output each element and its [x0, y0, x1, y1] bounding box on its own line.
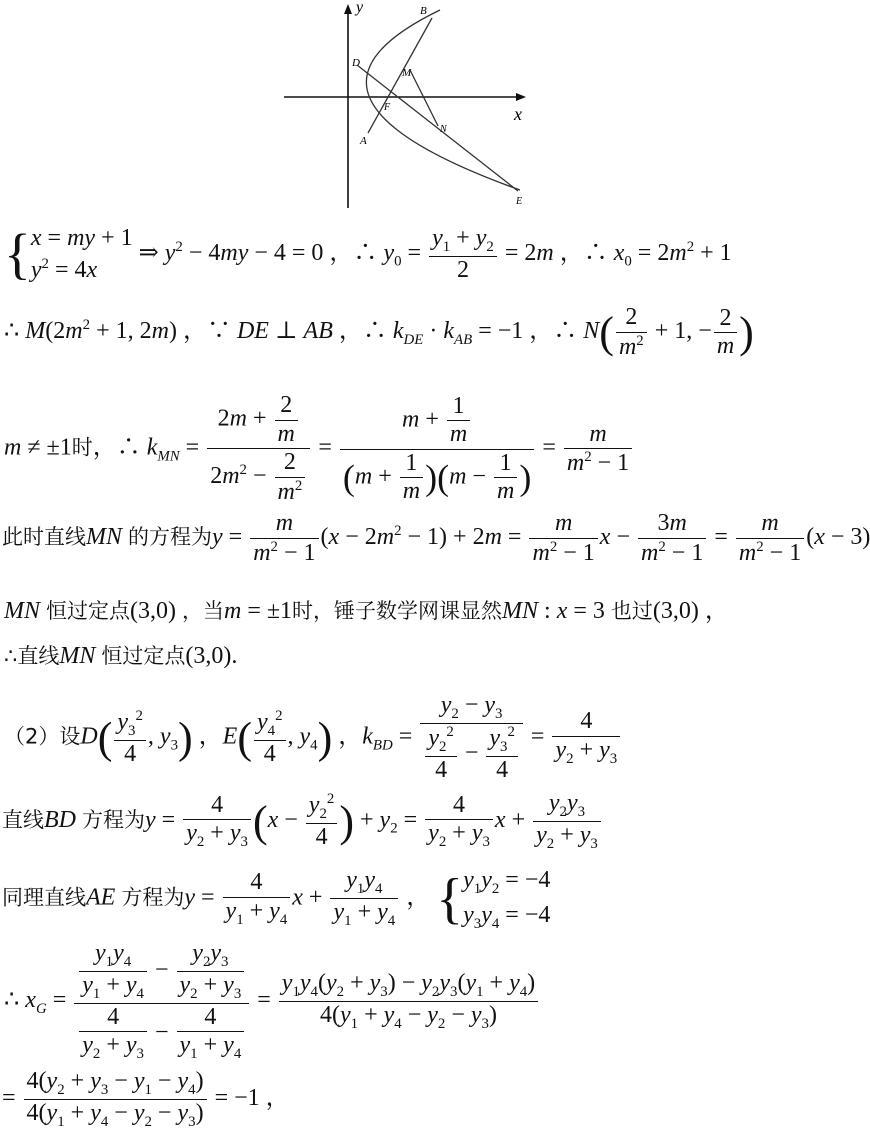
figure-label-x: x [514, 104, 522, 124]
solution-line: MN 恒过定点(3,0) ，当m = ±1时，锤子数学网课显然MN : x = 3 也过(3,0) ， [4, 598, 729, 624]
figure-label-B: B [420, 5, 427, 17]
text-l8b: 方程为 [82, 807, 145, 832]
solution-line: 直线BD 方程为y = $\frac{4}{y_2 + y_3}$ (x − $\frac{y_2^2}{4}$ ) + $y_2$ = $\frac{4}{y_2 + y_3}$ x + $\frac{y_2y_3}{y_2 + y_3}$ [2, 790, 603, 853]
text-l7a: （2）设 [4, 724, 81, 749]
solution-line: ∴ $x_G$ = $\frac{y_1y_4}{y_1 + y_4}$ − $\frac{y_2y_3}{y_2 + y_3}$ $\frac{4}{y_2 + y_3}$ − $\frac{4}{y_1 + y_4}$ = $\frac{y_1y_4(y_2 + y_3) - y_2y_3(y_1 + y_4)}{4(y_1 + y_4 - y_2 - y_3)}$ [4, 940, 540, 1063]
solution-line: （2）设D( $\frac{y_3^2}{4}$ , $y_3$) ，E( $\frac{y_4^2}{4}$ , $y_4$) ，$k_{BD}$ = $y_2 - y_3$ $\frac{y_2^2}{4}$ − $\frac{y_3^2}{4}$ = $\frac{4}{y_2 + y_3}$ [4, 692, 622, 784]
figure-label-D: D [352, 57, 360, 69]
text-l6b: 恒过定点 [101, 644, 186, 668]
figure-label-E: E [516, 196, 523, 207]
solution-line: ∴直线MN 恒过定点(3,0). [4, 643, 238, 669]
solution-line: ∴ $M(2m^2 + 1$, 2m) ，∵ DE ⊥ AB ，∴ $k_{DE} \cdot k_{AB} = -1$ ，∴ N( $\frac{2}{m^2}$ + 1, − $\frac{2}{m}$ ) [4, 304, 754, 360]
figure-label-N: N [440, 124, 447, 135]
text-l6a: ∴直线 [4, 644, 60, 668]
text-l4a: 此时直线 [2, 525, 86, 550]
solution-line: = $\frac{4(y_2 + y_3 - y_1 - y_4)}{4(y_1 + y_4 - y_2 - y_3)}$ = −1 ， [2, 1068, 290, 1130]
text-l9b: 方程为 [121, 885, 185, 910]
solution-line: 同理直线AE 方程为y = $\frac{4}{y_1 + y_4}$ x + $\frac{y_1y_4}{y_1 + y_4}$ ， { $y_1y_2 = -4$ $y_3y_4 = -4$ [2, 867, 551, 932]
text-l5b: ，当 [181, 599, 224, 623]
parabola-figure [280, 0, 540, 215]
figure-label-F: F [384, 102, 391, 113]
solution-line: 此时直线MN 的方程为y = $\frac{m}{m^2 - 1}$ $(x - 2m^2 - 1) + 2m$ = $\frac{m}{m^2 - 1}$ x − $\frac{3m}{m^2 - 1}$ = $\frac{m}{m^2 - 1}$ (x − 3) [2, 510, 870, 566]
text-l5c: 时，锤子数学网课显然 [292, 599, 503, 623]
text-l9a: 同理直线 [2, 885, 86, 910]
text-l8a: 直线 [2, 807, 44, 832]
solution-line: m ≠ ±1时，∴ $k_{MN}$ = 2m + $\frac{2}{m}$ $2m^2$ − $\frac{2}{m^2}$ = m + $\frac{1}{m}$ (m + $\frac{1}{m}$ )(m − $\frac{1}{m}$ ) = $\frac{m}{m^2 - 1}$ [4, 392, 634, 506]
solution-line: { x = my + 1 $y^2 = 4x$ ⇒ $y^2 - 4my - 4 = 0$ ，∴ $y_0$ = $\frac{y_1 + y_2}{2}$ = 2m ，∴ $x_0 = 2m^2 + 1$ [4, 223, 732, 286]
figure-label-A: A [360, 135, 367, 147]
text-l5a: 恒过定点 [46, 599, 130, 623]
text-l5d: 也过 [610, 599, 653, 623]
equation-system: { x = my + 1 $y^2 = 4x$ [4, 223, 133, 286]
text-l4b: 的方程为 [128, 525, 212, 550]
figure-label-y: y [356, 0, 364, 16]
text-shi: 时 [71, 435, 93, 460]
figure-label-M: M [402, 67, 412, 79]
